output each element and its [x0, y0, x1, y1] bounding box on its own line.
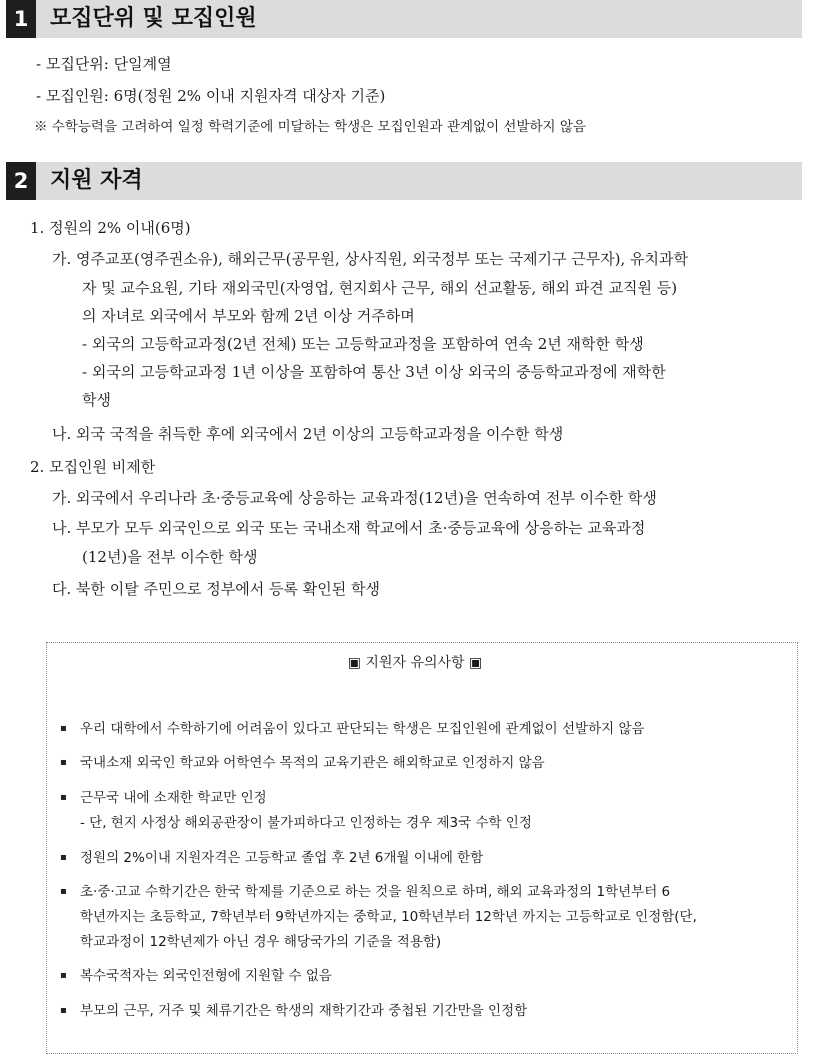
eligibility-item-2-heading: 2. 모집인원 비제한 [30, 458, 156, 476]
section-title-1: 모집단위 및 모집인원 [50, 6, 257, 31]
eligibility-1-na: 나. 외국 국적을 취득한 후에 외국에서 2년 이상의 고등학교과정을 이수한 학생 [52, 425, 564, 443]
bullet-icon: ▪ [60, 886, 67, 897]
notice-item-5-line-2: 학년까지는 초등학교, 7학년부터 9학년까지는 중학교, 10학년부터 12학년 까지는 고등학교로 인정함(단, [80, 909, 697, 925]
eligibility-2-na-line-2: (12년)을 전부 이수한 학생 [82, 548, 258, 566]
recruit-unit-line: - 모집단위: 단일계열 [36, 55, 172, 73]
bullet-icon: ▪ [60, 1005, 67, 1016]
notice-item-5-line-1: 초·중·고교 수학기간은 한국 학제를 기준으로 하는 것을 원칙으로 하며, 해외 교육과정의 1학년부터 6 [80, 884, 671, 900]
section-header-1 [6, 0, 802, 38]
eligibility-1-sub-line-3: 학생 [82, 391, 111, 409]
eligibility-1-sub-line-2: - 외국의 고등학교과정 1년 이상을 포함하여 통산 3년 이상 외국의 중등학교과정에 재학한 [82, 363, 666, 381]
eligibility-1-ga-line-1: 가. 영주교포(영주권소유), 해외근무(공무원, 상사직원, 외국정부 또는 국제기구 근무자), 유치과학 [52, 250, 689, 268]
notice-item-6: 복수국적자는 외국인전형에 지원할 수 없음 [80, 968, 332, 984]
notice-item-1: 우리 대학에서 수학하기에 어려움이 있다고 판단되는 학생은 모집인원에 관계없이 선발하지 않음 [80, 721, 645, 737]
notice-item-5-line-3: 학교과정이 12학년제가 아닌 경우 해당국가의 기준을 적용함) [80, 934, 442, 950]
notice-item-3-sub: - 단, 현지 사정상 해외공관장이 불가피하다고 인정하는 경우 제3국 수학 인정 [80, 815, 532, 831]
recruit-note: ※ 수학능력을 고려하여 일정 학력기준에 미달하는 학생은 모집인원과 관계없이 선발하지 않음 [34, 119, 586, 135]
bullet-icon: ▪ [60, 757, 67, 768]
notice-item-7: 부모의 근무, 거주 및 체류기간은 학생의 재학기간과 중첩된 기간만을 인정함 [80, 1003, 528, 1019]
eligibility-2-na-line-1: 나. 부모가 모두 외국인으로 외국 또는 국내소재 학교에서 초·중등교육에 상응하는 교육과정 [52, 519, 646, 537]
bullet-icon: ▪ [60, 792, 67, 803]
eligibility-1-sub-line-1: - 외국의 고등학교과정(2년 전체) 또는 고등학교과정을 포함하여 연속 2년 재학한 학생 [82, 335, 644, 353]
section-number-2: 2 [6, 162, 36, 200]
notice-item-4: 정원의 2%이내 지원자격은 고등학교 졸업 후 2년 6개월 이내에 한함 [80, 850, 484, 866]
eligibility-1-ga-line-3: 의 자녀로 외국에서 부모와 함께 2년 이상 거주하며 [82, 307, 415, 325]
recruit-count-line: - 모집인원: 6명(정원 2% 이내 지원자격 대상자 기준) [36, 87, 386, 105]
eligibility-2-da: 다. 북한 이탈 주민으로 정부에서 등록 확인된 학생 [52, 580, 380, 598]
notice-item-3: 근무국 내에 소재한 학교만 인정 [80, 790, 267, 806]
notice-item-2: 국내소재 외국인 학교와 어학연수 목적의 교육기관은 해외학교로 인정하지 않음 [80, 755, 545, 771]
eligibility-1-ga-line-2: 자 및 교수요원, 기타 재외국민(자영업, 현지회사 근무, 해외 선교활동, 해외 파견 교직원 등) [82, 279, 678, 297]
section-number-1: 1 [6, 0, 36, 38]
bullet-icon: ▪ [60, 970, 67, 981]
section-title-2: 지원 자격 [50, 168, 143, 193]
bullet-icon: ▪ [60, 723, 67, 734]
notice-title: ▣ 지원자 유의사항 ▣ [347, 655, 483, 671]
eligibility-item-1-heading: 1. 정원의 2% 이내(6명) [30, 219, 191, 237]
bullet-icon: ▪ [60, 852, 67, 863]
eligibility-2-ga: 가. 외국에서 우리나라 초·중등교육에 상응하는 교육과정(12년)을 연속하여 전부 이수한 학생 [52, 489, 657, 507]
section-header-2 [6, 162, 802, 200]
